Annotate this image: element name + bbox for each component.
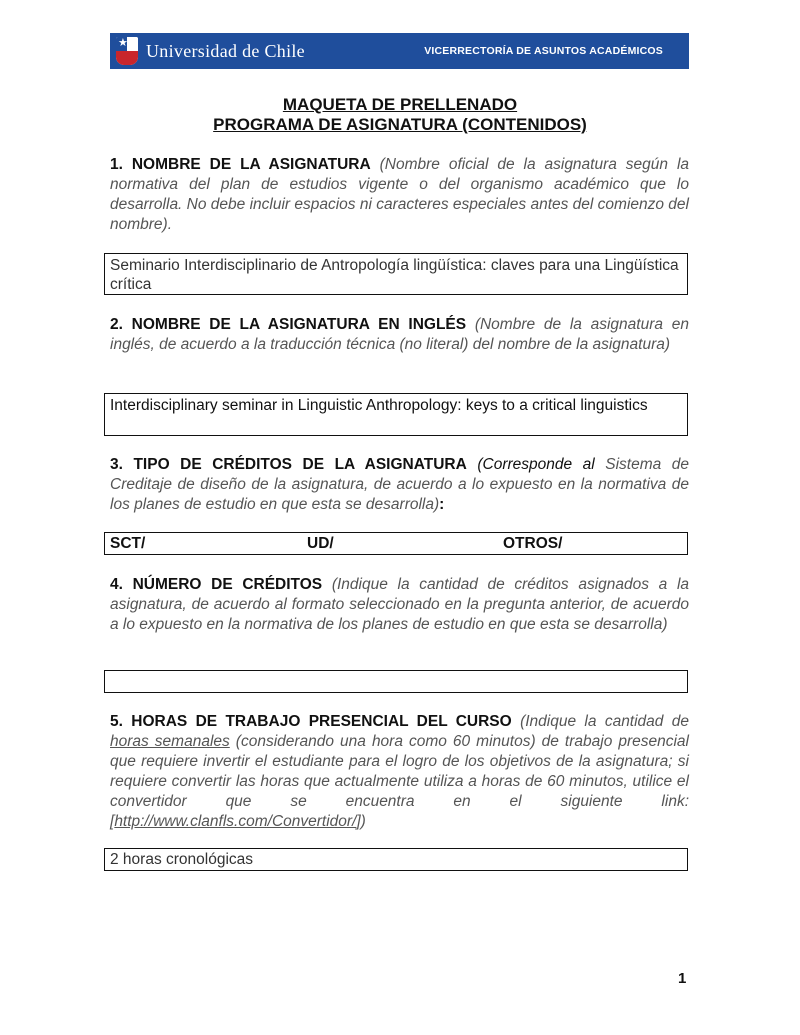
credit-sct[interactable]: SCT/ [110, 535, 146, 552]
section-3-colon: : [439, 496, 445, 513]
section-5-description-b: (considerando una hora como 60 minutos) de trabajo presencial que requiere invertir el estudiante para el logro de los objetivos de la asignatura; si requiere convertir las horas que actualmente utiliza a horas de 60 minutos, utilice el convertidor que se encuentra en el siguiente link: [ [110, 733, 689, 830]
section-1 [110, 155, 689, 235]
section-3-description-a: (Corresponde al [477, 456, 595, 473]
section-3 [110, 455, 689, 515]
section-4 [110, 575, 689, 635]
section-1-description: (Nombre oficial de la asignatura según la normativa del plan de estudios vigente o del organismo académico que lo desarrolla. No debe incluir espacios ni caracteres especiales antes del comienzo del nombre). [110, 156, 690, 233]
section-3-description-b: Sistema de Creditaje de diseño de la asignatura, de acuerdo a lo expuesto en la normativa de los planes de estudio en que esta se desarrolla) [110, 456, 689, 513]
title-line-2: PROGRAMA DE ASIGNATURA (CONTENIDOS) [213, 115, 587, 134]
header-banner [110, 33, 689, 69]
credit-type-field[interactable] [104, 532, 688, 555]
section-5-description-underlined: horas semanales [110, 733, 230, 750]
section-2-heading: 2. NOMBRE DE LA ASIGNATURA EN INGLÉS [110, 316, 467, 333]
title-line-1: MAQUETA DE PRELLENADO [282, 95, 518, 114]
credit-otros[interactable]: OTROS/ [503, 535, 563, 552]
credit-ud[interactable]: UD/ [307, 535, 334, 552]
credit-count-field[interactable] [104, 670, 688, 693]
section-3-heading: 3. TIPO DE CRÉDITOS DE LA ASIGNATURA [110, 456, 467, 473]
university-crest-icon: ★ [116, 37, 138, 65]
section-2-description: (Nombre de la asignatura en inglés, de acuerdo a la traducción técnica (no literal) del nombre de la asignatura) [110, 316, 689, 353]
section-5 [110, 712, 689, 832]
page-number: 1 [678, 970, 687, 987]
section-4-description: (Indique la cantidad de créditos asignados a la asignatura, de acuerdo al formato seleccionado en la pregunta anterior, de acuerdo a lo expuesto en la normativa de los planes de estudio en que esta se desarrolla) [110, 576, 690, 633]
section-4-heading: 4. NÚMERO DE CRÉDITOS [110, 576, 323, 593]
section-5-heading: 5. HORAS DE TRABAJO PRESENCIAL DEL CURSO [110, 713, 512, 730]
course-name-field[interactable]: Seminario Interdisciplinario de Antropología lingüística: claves para una Lingüística crítica [104, 253, 688, 295]
section-5-description-a: (Indique la cantidad de [520, 713, 690, 730]
university-name: Universidad de Chile [146, 40, 305, 61]
office-name: VICERRECTORÍA DE ASUNTOS ACADÉMICOS [424, 45, 663, 57]
contact-hours-field[interactable]: 2 horas cronológicas [104, 848, 688, 871]
section-1-heading: 1. NOMBRE DE LA ASIGNATURA [110, 156, 371, 173]
converter-link[interactable]: http://www.clanfls.com/Convertidor/ [114, 813, 357, 830]
document-title [0, 95, 800, 135]
section-5-description-c: ]) [356, 813, 366, 830]
course-name-english-field[interactable]: Interdisciplinary seminar in Linguistic Anthropology: keys to a critical linguistics [104, 393, 688, 436]
section-2 [110, 315, 689, 355]
